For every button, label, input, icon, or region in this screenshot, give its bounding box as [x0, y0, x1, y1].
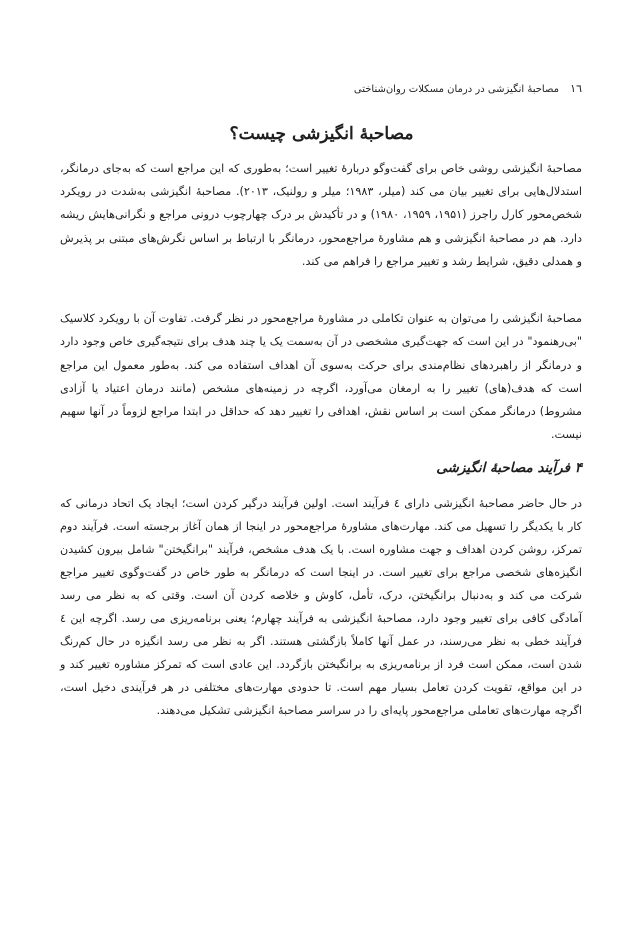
body-paragraph-2: مصاحبهٔ انگیزشی را می‌توان به عنوان تکاملی در مشاورهٔ مراجع‌محور در نظر گرفت. تفاوت آن با رویکرد کلاسیک "بی‌رهنمود" در این است که جهت‌گیری مشخصی در آن به‌سمت یک یا چند هدف برای نتیجه‌گیری خاص وجود دارد و درمانگر از راهبردهای نظام‌مندی برای حرکت به‌سوی آن اهداف استفاده می کند. به‌طور معمول این مراجع است که هدف(های) تغییر را به ارمغان می‌آورد، اگرچه در زمینه‌های مشخص (مانند درمان اعتیاد یا آزادی مشروط) درمانگر ممکن است بر اساس نقش، اهدافی را تغییر دهد که حداقل در ابتدا مراجع لزوماً در آنها سهیم نیست.	[60, 312, 582, 442]
page-number: ١٦	[570, 82, 582, 95]
section-heading: ۴ فرآیند مصاحبهٔ انگیزشی	[436, 460, 582, 476]
chapter-title: مصاحبهٔ انگیزشی چیست؟	[229, 124, 414, 144]
running-header	[60, 82, 582, 97]
body-paragraph-1: مصاحبهٔ انگیزشی روشی خاص برای گفت‌وگو دربارهٔ تغییر است؛ به‌طوری که این مراجع است که به‌جای درمانگر، استدلال‌هایی برای تغییر بیان می کند (میلر، ۱۹۸۳؛ میلر و رولنیک، ۲۰۱۳). مصاحبهٔ انگیزشی به‌شدت در رویکرد شخص‌محور کارل راجرز (۱۹۵۱، ۱۹۵۹، ۱۹۸۰) و در تأکیدش بر درک چهارچوب درونی مراجع و نگرانی‌هایش ریشه دارد. هم در مصاحبهٔ انگیزشی و هم مشاورهٔ مراجع‌محور، درمانگر با ارتباط بر اساس نگرش‌های مبتنی بر پذیرش و همدلی دقیق، شرایط رشد و تغییر مراجع را فراهم می کند.	[60, 162, 583, 268]
section-paragraph: در حال حاضر مصاحبهٔ انگیزشی دارای ٤ فرآیند است. اولین فرآیند درگیر کردن است؛ ایجاد یک اتحاد درمانی که کار با یکدیگر را تسهیل می کند. مهارت‌های مشاورهٔ مراجع‌محور در اینجا از همان آغاز برجسته است. فرآیند دوم تمرکز، روشن کردن اهداف و جهت مشاوره است. با یک هدف مشخص، فرآیند "برانگیختن" شامل بیرون کشیدن انگیزه‌های شخصی مراجع برای تغییر است. در اینجا است که درمانگر به طور خاص در گفت‌وگوی تغییر مراجع شرکت می کند و به‌دنبال برانگیختن، درک، تأمل، کاوش و خلاصه کردن آن است. وقتی که به نظر می رسد آمادگی کافی برای تغییر وجود دارد، مصاحبهٔ انگیزشی به فرآیند چهارم؛ یعنی برنامه‌ریزی می رسد. اگرچه این ٤ فرآیند خطی به نظر می‌رسند، در عمل آنها کاملاً بازگشتی هستند. اگر به نظر می رسد انگیزه در حال کم‌رنگ شدن است، ممکن است فرد از برنامه‌ریزی به برانگیختن بازگردد. این عادی است که تمرکز مشاوره تغییر کند و در این مواقع، تقویت کردن تعامل بسیار مهم است. تا حدودی مهارت‌های مختلفی در هر فرآیندی دخیل است، اگرچه مهارت‌های تعاملی مراجع‌محور پایه‌ای را در سراسر مصاحبهٔ انگیزشی تشکیل می‌دهند.	[60, 497, 582, 717]
running-title: مصاحبهٔ انگیزشی در درمان مسکلات روان‌شناختی	[353, 84, 559, 95]
